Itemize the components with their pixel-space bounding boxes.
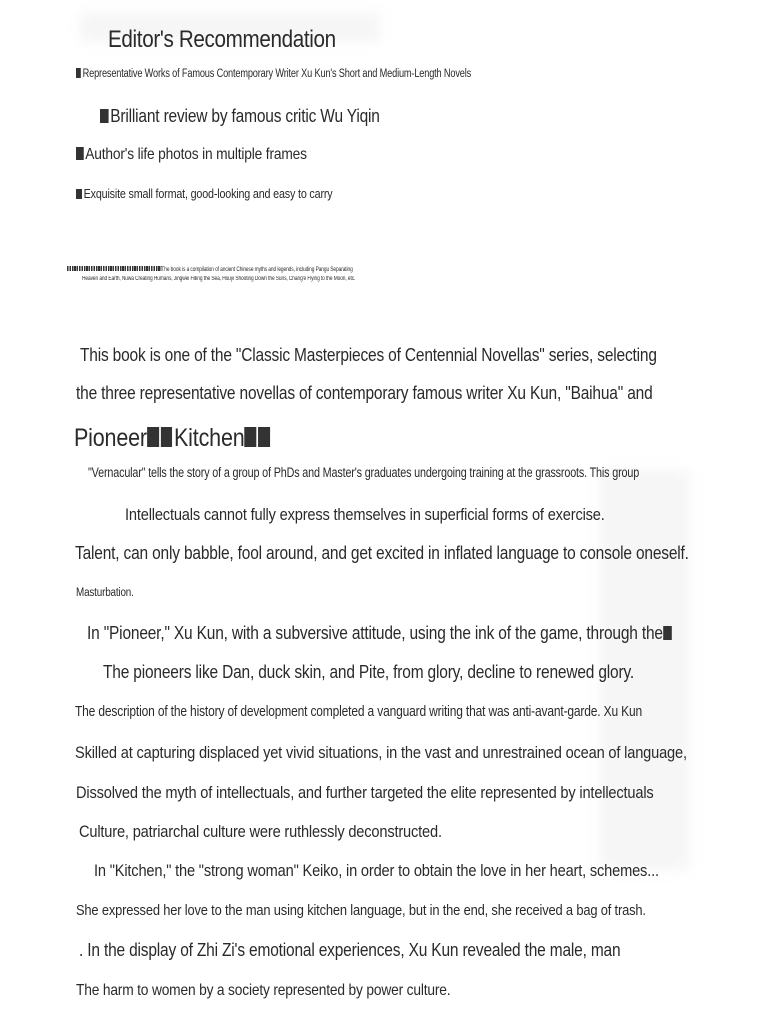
missing-glyph-icon	[147, 427, 159, 447]
missing-glyph-icon	[663, 626, 672, 640]
body-line: Culture, patriarchal culture were ruthlessly deconstructed.	[79, 822, 442, 841]
recommendation-item: Brilliant review by famous critic Wu Yiqin	[100, 106, 380, 127]
missing-glyph-icon	[258, 427, 270, 447]
note-line: Heaven and Earth, Nuwa Creating Humans, Jingwei Filling the Sea, Houyi Shooting Down the Suns, Chang'e Flying to the Moon, etc.	[82, 276, 356, 282]
missing-glyph-icon	[76, 147, 84, 160]
missing-glyph-icon	[100, 109, 109, 123]
body-line: Talent, can only babble, fool around, and get excited in inflated language to console oneself.	[75, 543, 689, 563]
recommendation-item: Exquisite small format, good-looking and easy to carry	[76, 187, 332, 201]
body-line: She expressed her love to the man using kitchen language, but in the end, she received a bag of trash.	[76, 902, 646, 919]
body-line: Intellectuals cannot fully express themselves in superficial forms of exercise.	[125, 505, 605, 524]
body-line: Dissolved the myth of intellectuals, and further targeted the elite represented by intellectuals	[76, 783, 654, 802]
note-line: The book is a compilation of ancient Chinese myths and legends, including Pangu Separating	[67, 266, 353, 273]
body-line: Skilled at capturing displaced yet vivid situations, in the vast and unrestrained ocean of language,	[75, 743, 687, 762]
body-line: This book is one of the "Classic Masterpieces of Centennial Novellas" series, selecting	[80, 345, 657, 365]
body-line: . In the display of Zhi Zi's emotional experiences, Xu Kun revealed the male, man	[79, 940, 621, 960]
body-line: Masturbation.	[76, 587, 134, 599]
body-line: the three representative novellas of contemporary famous writer Xu Kun, "Baihua" and	[76, 383, 653, 403]
recommendation-item: Representative Works of Famous Contemporary Writer Xu Kun's Short and Medium-Length Novels	[76, 68, 471, 80]
missing-glyphs-strip-icon	[67, 266, 161, 271]
section-title: Editor's Recommendation	[108, 26, 336, 53]
missing-glyph-icon	[76, 189, 82, 199]
body-line: "Vernacular" tells the story of a group of PhDs and Master's graduates undergoing training at the grassroots. This group	[88, 465, 640, 480]
body-line: Pioneer Kitchen	[74, 424, 272, 453]
missing-glyph-icon	[76, 68, 81, 77]
recommendation-item: Author's life photos in multiple frames	[76, 146, 307, 164]
body-line: The description of the history of development completed a vanguard writing that was anti-avant-garde. Xu Kun	[75, 703, 643, 720]
body-line: In "Kitchen," the "strong woman" Keiko, in order to obtain the love in her heart, schemes...	[94, 861, 659, 880]
body-line: The pioneers like Dan, duck skin, and Pite, from glory, decline to renewed glory.	[103, 662, 635, 682]
body-line: In "Pioneer," Xu Kun, with a subversive attitude, using the ink of the game, through the	[87, 623, 673, 644]
body-line: The harm to women by a society represented by power culture.	[76, 982, 451, 999]
missing-glyph-icon	[160, 427, 172, 447]
missing-glyph-icon	[245, 427, 257, 447]
